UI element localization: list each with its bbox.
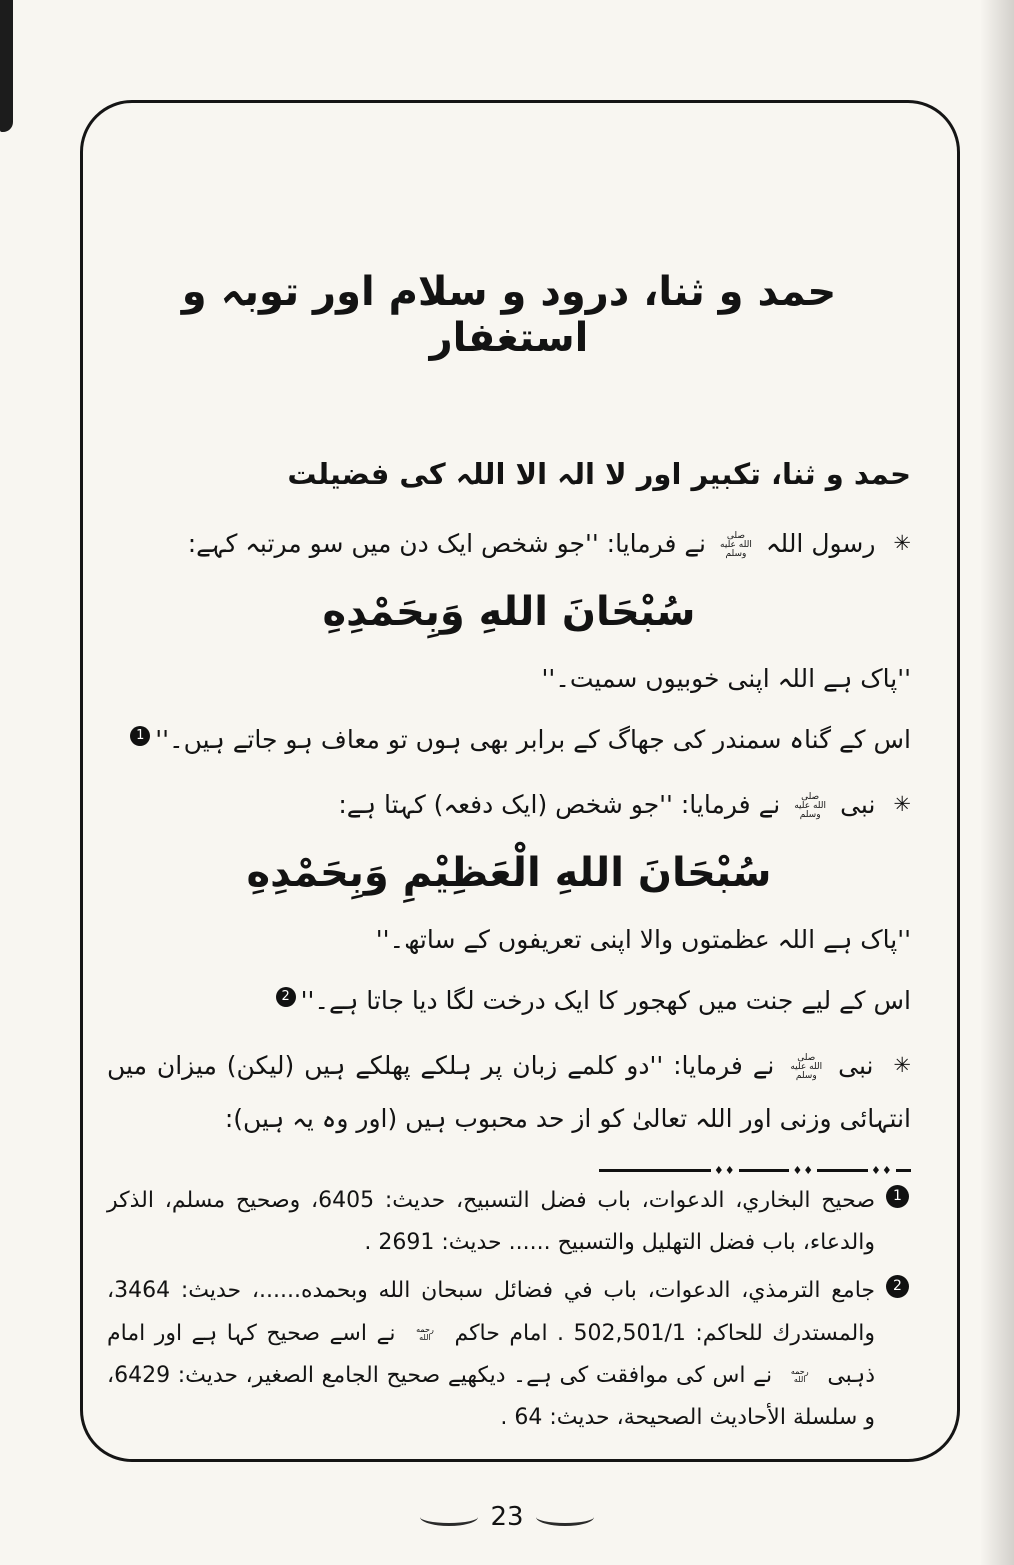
footnote-2-text-a: جامع الترمذي، الدعوات، باب في فضائل سبحان الله وبحمده......، حديث: 3464، والمستدرك للحاكم: 502,501/1 . امام حاكم bbox=[107, 1278, 875, 1346]
hadith2-translation: ''پاک ہے اللہ عظمتوں والا اپنی تعریفوں کے ساتھ۔'' bbox=[375, 925, 911, 954]
diamond-ornament-icon: ♦♦ bbox=[792, 1164, 815, 1177]
footnote-1 bbox=[107, 1180, 911, 1264]
diamond-ornament-icon: ♦♦ bbox=[871, 1164, 893, 1177]
hadith-block-2 bbox=[107, 778, 911, 1027]
footnote-2-marker: 2 bbox=[886, 1275, 909, 1298]
separator-line bbox=[599, 1169, 711, 1172]
footnote-2-text-b: نے اسے صحیح کہا ہے اور امام ذہبی bbox=[107, 1320, 875, 1388]
footnotes-section bbox=[107, 1180, 911, 1439]
page-number-right-flourish bbox=[536, 1508, 594, 1526]
page-title: حمد و ثنا، درود و سلام اور توبہ و استغفار bbox=[181, 269, 837, 361]
footnote-1-marker: 1 bbox=[886, 1185, 909, 1208]
hadith1-intro-pre: رسول اللہ bbox=[765, 529, 876, 558]
hadith-block-1 bbox=[107, 517, 911, 766]
diamond-ornament-icon: ♦♦ bbox=[713, 1164, 736, 1177]
separator-line bbox=[896, 1169, 911, 1172]
footnote-ref-2: 2 bbox=[276, 987, 296, 1007]
ornament-bullet-icon: ✳ bbox=[893, 1053, 911, 1077]
hadith1-arabic-text: سُبْحَانَ اللهِ وَبِحَمْدِهِ bbox=[322, 589, 696, 635]
separator-line bbox=[739, 1169, 790, 1172]
footnote-ref-1: 1 bbox=[130, 726, 150, 746]
footnote-2-text-c: نے اس کی موافقت کی ہے۔ دیکھیے صحیح الجامع الصغیر، حدیث: 6429، و سلسلة الأحاديث الصحيحة، حدیث: 64 . bbox=[107, 1362, 875, 1431]
page-number: 23 bbox=[490, 1502, 524, 1532]
hadith2-arabic-text: سُبْحَانَ اللهِ الْعَظِيْمِ وَبِحَمْدِهِ bbox=[246, 850, 772, 896]
section-heading: حمد و ثنا، تکبیر اور لا الہ الا اللہ کی فضیلت bbox=[287, 457, 911, 491]
hadith3-intro bbox=[107, 1039, 911, 1145]
scan-artifact-right-shade bbox=[980, 0, 1014, 1565]
ornament-bullet-icon: ✳ bbox=[893, 531, 911, 555]
scholar-honorific-mark: رحمه الله bbox=[790, 1366, 809, 1384]
footnote-separator bbox=[599, 1165, 911, 1176]
hadith3-intro-post: نے فرمایا: ''دو کلمے زبان پر ہلکے پھلکے ہیں (لیکن) میزان میں انتہائی وزنی اور اللہ تعالیٰ کو از حد محبوب ہیں (اور وہ یہ ہیں): bbox=[107, 1051, 911, 1133]
page-number-left-flourish bbox=[420, 1508, 478, 1526]
prophet-honorific-mark: صلى الله عليه وسلم bbox=[794, 791, 827, 820]
prophet-honorific-mark: صلى الله عليه وسلم bbox=[790, 1052, 823, 1081]
hadith1-intro-post: نے فرمایا: ''جو شخص ایک دن میں سو مرتبہ کہے: bbox=[187, 529, 706, 558]
scan-artifact-left-edge bbox=[0, 0, 13, 132]
hadith1-translation: ''پاک ہے اللہ اپنی خوبیوں سمیت۔'' bbox=[541, 664, 911, 693]
prophet-honorific-mark: صلى الله عليه وسلم bbox=[720, 530, 752, 559]
hadith2-intro-post: نے فرمایا: ''جو شخص (ایک دفعہ) کہتا ہے: bbox=[338, 790, 781, 819]
hadith1-intro bbox=[107, 517, 911, 570]
hadith1-tail bbox=[107, 713, 911, 766]
footnote-2 bbox=[107, 1270, 911, 1439]
hadith-block-3 bbox=[107, 1039, 911, 1145]
scholar-honorific-mark: رحمه الله bbox=[416, 1324, 434, 1342]
hadith2-tail bbox=[107, 974, 911, 1027]
page-number-row bbox=[0, 1502, 1014, 1532]
page-border-frame bbox=[80, 100, 960, 1462]
hadith2-tail-text: اس کے لیے جنت میں کھجور کا ایک درخت لگا دیا جاتا ہے۔'' bbox=[300, 986, 911, 1015]
hadith1-tail-text: اس کے گناہ سمندر کی جھاگ کے برابر بھی ہوں تو معاف ہو جاتے ہیں۔'' bbox=[155, 725, 911, 754]
hadith3-intro-pre: نبی bbox=[838, 1051, 874, 1080]
footnote-1-text: صحيح البخاري، الدعوات، باب فضل التسبيح، حديث: 6405، وصحيح مسلم، الذكر والدعاء، باب فضل التهليل والتسبيح ...... حديث: 2691 . bbox=[107, 1188, 875, 1256]
hadith2-intro-pre: نبی bbox=[840, 790, 876, 819]
ornament-bullet-icon: ✳ bbox=[893, 792, 911, 816]
hadith2-intro bbox=[107, 778, 911, 831]
separator-line bbox=[817, 1169, 868, 1172]
